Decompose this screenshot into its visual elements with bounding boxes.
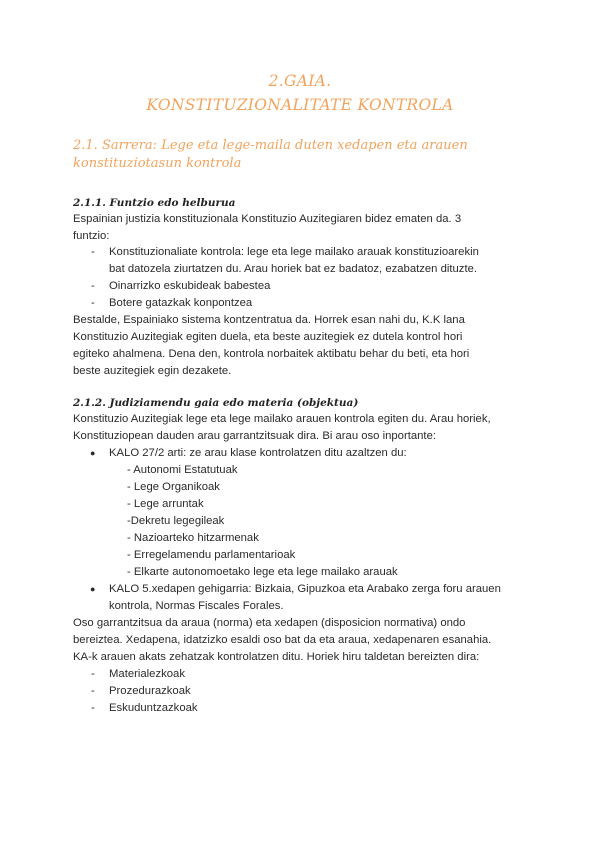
section-2-1-2-para-line1: Oso garrantzitsua da araua (norma) eta xedapen (disposicion normativa) ondo (73, 617, 466, 629)
section-2-1-1-para-line3: egiteko ahalmena. Dena den, kontrola norbaitek aktibatu behar du beti, eta hori (73, 348, 470, 360)
bullet-kontrola-line1: Konstituzionaliate kontrola: lege eta lege mailako arauak konstituzioarekin (109, 246, 479, 258)
bullet-kalo-5-line2: kontrola, Normas Fiscales Forales. (109, 600, 284, 612)
section-2-1-heading-line1: 2.1. Sarrera: Lege eta lege-maila duten xedapen eta arauen (73, 138, 468, 153)
bullet-kalo-27: KALO 27/2 arti: ze arau klase kontrolatzen ditu azaltzen du: (109, 447, 407, 459)
bullet-eskubideak: Oinarrizko eskubideak babestea (109, 280, 271, 292)
dash-marker: - (91, 280, 95, 292)
sub-item: - Erregelamendu parlamentarioak (127, 549, 296, 561)
chapter-number: 2.GAIA. (268, 72, 332, 90)
bullet-marker: ● (90, 584, 96, 594)
chapter-title: KONSTITUZIONALITATE KONTROLA (146, 96, 454, 114)
section-2-1-1-para-line2: Konstituzio Auzitegiak egiten duela, eta beste auzitegiek ez dutela kontrol hori (73, 331, 463, 343)
section-2-1-1-heading: 2.1.1. Funtzio edo helburua (73, 197, 236, 209)
section-2-1-2-intro-line1: Konstituzio Auzitegiak lege eta lege mailako arauen kontrola egiten du. Arau horiek, (73, 413, 491, 425)
section-2-1-1-intro-line1: Espainian justizia konstituzionala Konstituzio Auzitegiaren bidez ematen da. 3 (73, 213, 462, 225)
dash-marker: - (91, 685, 95, 697)
list-item-eskuduntzazkoak: Eskuduntzazkoak (109, 702, 198, 714)
bullet-marker: ● (90, 448, 96, 458)
section-2-1-2-para-line3: KA-k arauen akats zehatzak kontrolatzen ditu. Horiek hiru taldetan bereizten dira: (73, 651, 480, 663)
section-2-1-1-para-line1: Bestalde, Espainiako sistema kontzentratua da. Horrek esan nahi du, K.K lana (73, 314, 465, 326)
dash-marker: - (91, 297, 95, 309)
section-2-1-1-intro-line2: funtzio: (73, 230, 110, 242)
dash-marker: - (91, 668, 95, 680)
list-item-prozedurazkoak: Prozedurazkoak (109, 685, 191, 697)
dash-marker: - (91, 702, 95, 714)
dash-marker: - (91, 246, 95, 258)
sub-item: - Autonomi Estatutuak (127, 464, 238, 476)
section-2-1-2-para-line2: bereiztea. Xedapena, idatzizko esaldi oso bat da eta araua, xedapenaren esanahia. (73, 634, 492, 646)
sub-item: - Lege arruntak (127, 498, 204, 510)
section-2-1-1-para-line4: beste auzitegiek egin dezakete. (73, 365, 232, 377)
list-item-materialezkoak: Materialezkoak (109, 668, 185, 680)
sub-item: - Lege Organikoak (127, 481, 220, 493)
bullet-kontrola-line2: bat datozela ziurtatzen du. Arau horiek bat ez badatoz, ezabatzen dituzte. (109, 263, 478, 275)
sub-item: - Nazioarteko hitzarmenak (127, 532, 259, 544)
section-2-1-2-intro-line2: Konstituziopean dauden arau garrantzitsuak dira. Bi arau oso inportante: (73, 430, 436, 442)
section-2-1-heading-line2: konstituziotasun kontrola (73, 156, 242, 171)
bullet-gatazkak: Botere gatazkak konpontzea (109, 297, 253, 309)
section-2-1-2-heading: 2.1.2. Judiziamendu gaia edo materia (objektua) (73, 397, 359, 409)
sub-item: - Elkarte autonomoetako lege eta lege mailako arauak (127, 566, 398, 578)
bullet-kalo-5-line1: KALO 5.xedapen gehigarria: Bizkaia, Gipuzkoa eta Arabako zerga foru arauen (109, 583, 501, 595)
sub-item: -Dekretu legegileak (127, 515, 225, 527)
